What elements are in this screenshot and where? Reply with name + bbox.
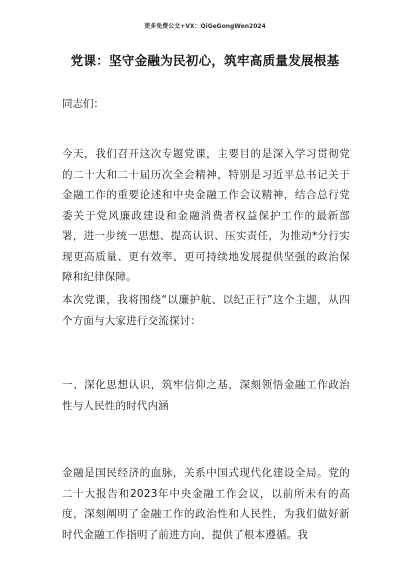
- document-title: 党课：坚守金融为民初心，筑牢高质量发展根基: [70, 53, 340, 68]
- watermark-header: 更多免费公文+VX：QiGeGongWen2024: [144, 23, 266, 30]
- paragraph-topic: 本次党课，我将围绕“以廉护航、以纪正行”这个主题，从四个方面与大家进行交流探讨：: [62, 294, 350, 327]
- paragraph-intro: 今天，我们召开这次专题党课，主要目的是深入学习贯彻党的二十大和二十届历次全会精神，特别是习近平总书记关于金融工作的重要论述和中央金融工作会议精神，结合总行党委关于党风廉政建设和金融消费者权益保护工作的最新部署，进一步统一思想、提高认识、压实责任，为推动*分行实现更高质量、更有效率、更可持续地发展提供坚强的政治保障和纪律保障。: [62, 148, 350, 283]
- greeting: 同志们：: [62, 98, 104, 110]
- paragraph-section-1: 金融是国民经济的血脉，关系中国式现代化建设全局。党的二十大报告和2023年中央金融工作会议，以前所未有的高度，深刻阐明了金融工作的政治性和人民性，为我们做好新时代金融工作指明了前进方向，提供了根本遵循。我: [62, 467, 350, 541]
- section-heading-1: 一、深化思想认识，筑牢信仰之基，深刻领悟金融工作政治性与人民性的时代内涵: [62, 379, 350, 412]
